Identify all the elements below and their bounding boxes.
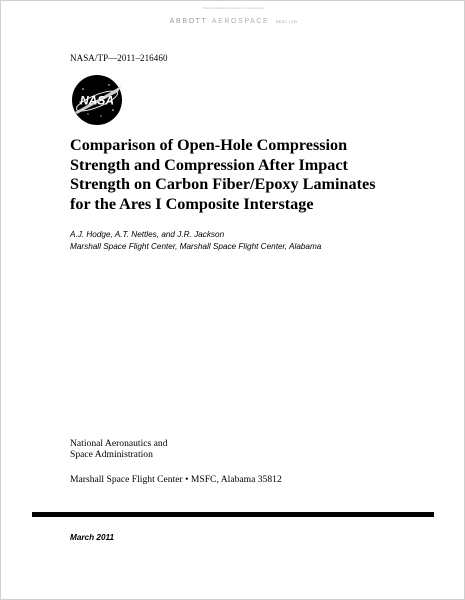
author-names: A.J. Hodge, A.T. Nettles, and J.R. Jackson	[70, 230, 225, 239]
title-line-2: Strength and Compression After Impact	[70, 155, 348, 174]
title-line-4: for the Ares I Composite Interstage	[70, 194, 314, 213]
watermark-tagline: Best Available Document for Aerospace	[203, 6, 264, 10]
watermark-brand-a: ABBOTT	[169, 18, 208, 25]
publisher-line-2: Space Administration	[70, 449, 153, 460]
publisher-line-1: National Aeronautics and	[70, 438, 168, 449]
publication-date: March 2011	[70, 533, 114, 542]
document-title	[70, 136, 400, 214]
logo-wordmark: NASA	[79, 93, 115, 108]
watermark-brand-b: AEROSPACE	[211, 18, 270, 25]
author-affiliation: Marshall Space Flight Center, Marshall Space Flight Center, Alabama	[70, 241, 322, 251]
publisher-address: Marshall Space Flight Center • MSFC, Alabama 35812	[70, 474, 282, 485]
report-number: NASA/TP—2011–216460	[70, 53, 168, 63]
publisher-block	[70, 438, 168, 460]
authors-block	[70, 229, 321, 252]
watermark	[1, 7, 465, 27]
nasa-meatball-icon	[71, 74, 123, 126]
horizontal-rule	[32, 512, 434, 517]
watermark-suffix: SEZC LTD	[275, 19, 298, 24]
title-line-3: Strength on Carbon Fiber/Epoxy Laminates	[70, 175, 376, 194]
title-line-1: Comparison of Open-Hole Compression	[70, 136, 348, 154]
